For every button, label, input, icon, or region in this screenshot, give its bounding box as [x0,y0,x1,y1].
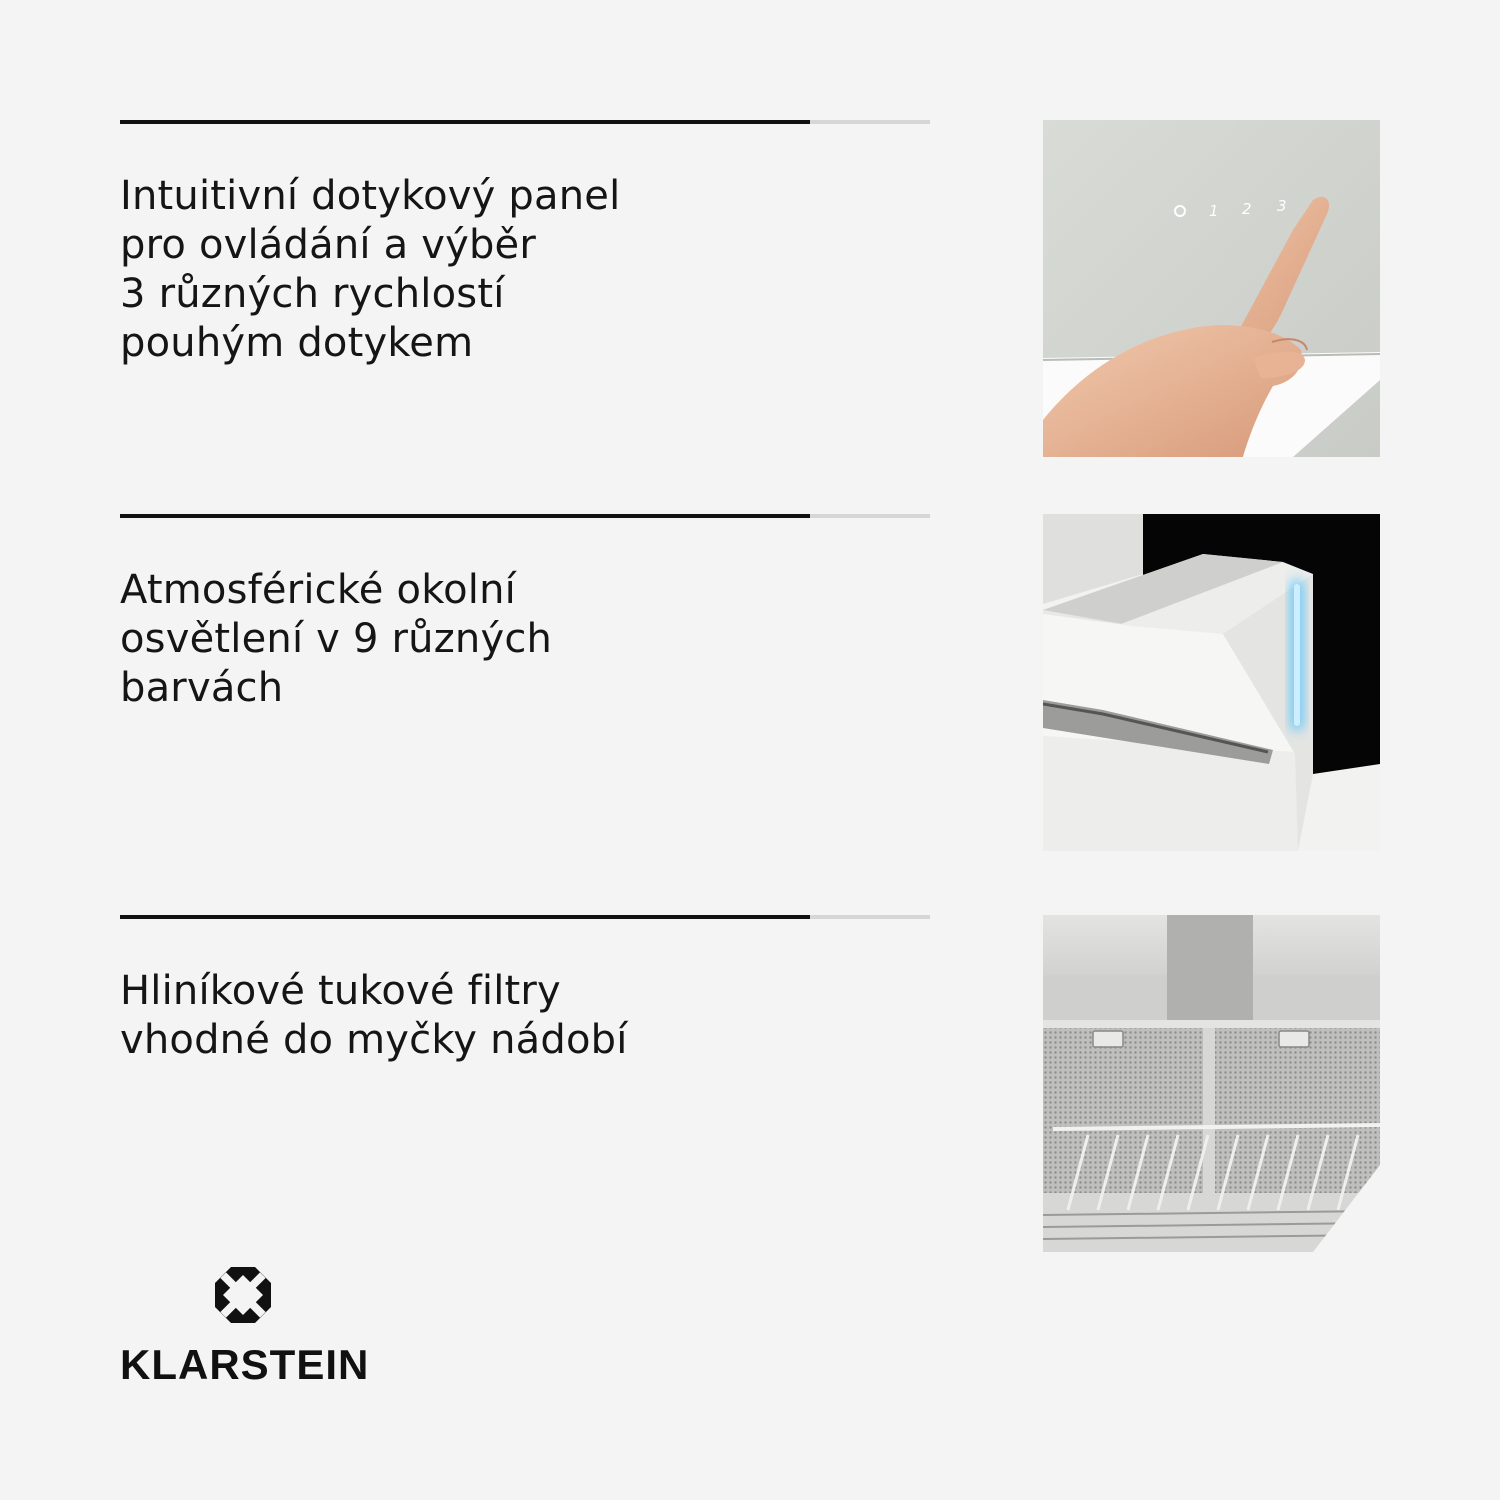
feature-text: Intuitivní dotykový panel pro ovládání a výběr 3 různých rychlostí pouhým dotykem [120,173,621,366]
klarstein-logo-icon [213,1265,273,1325]
brand-name: KLARSTEIN [120,1341,370,1388]
feature-touch-panel [0,120,1500,460]
touch-panel-photo [1043,120,1380,457]
divider-dark [120,915,810,919]
panel-label-1: 1 [1209,202,1219,220]
feature-grease-filters [0,915,1500,1255]
feature-text: Hliníkové tukové filtry vhodné do myčky nádobí [120,968,628,1063]
ambient-light-strip [1294,584,1300,726]
divider-dark [120,514,810,518]
feature-text: Atmosférické okolní osvětlení v 9 různých barvách [120,567,553,711]
divider-dark [120,120,810,124]
panel-label-3: 3 [1277,197,1287,215]
feature-ambient-light [0,514,1500,854]
panel-label-2: 2 [1242,200,1252,218]
divider-light [810,915,930,919]
ambient-light-photo [1043,514,1380,851]
divider-light [810,514,930,518]
divider-light [810,120,930,124]
grease-filter-photo [1043,915,1380,1252]
